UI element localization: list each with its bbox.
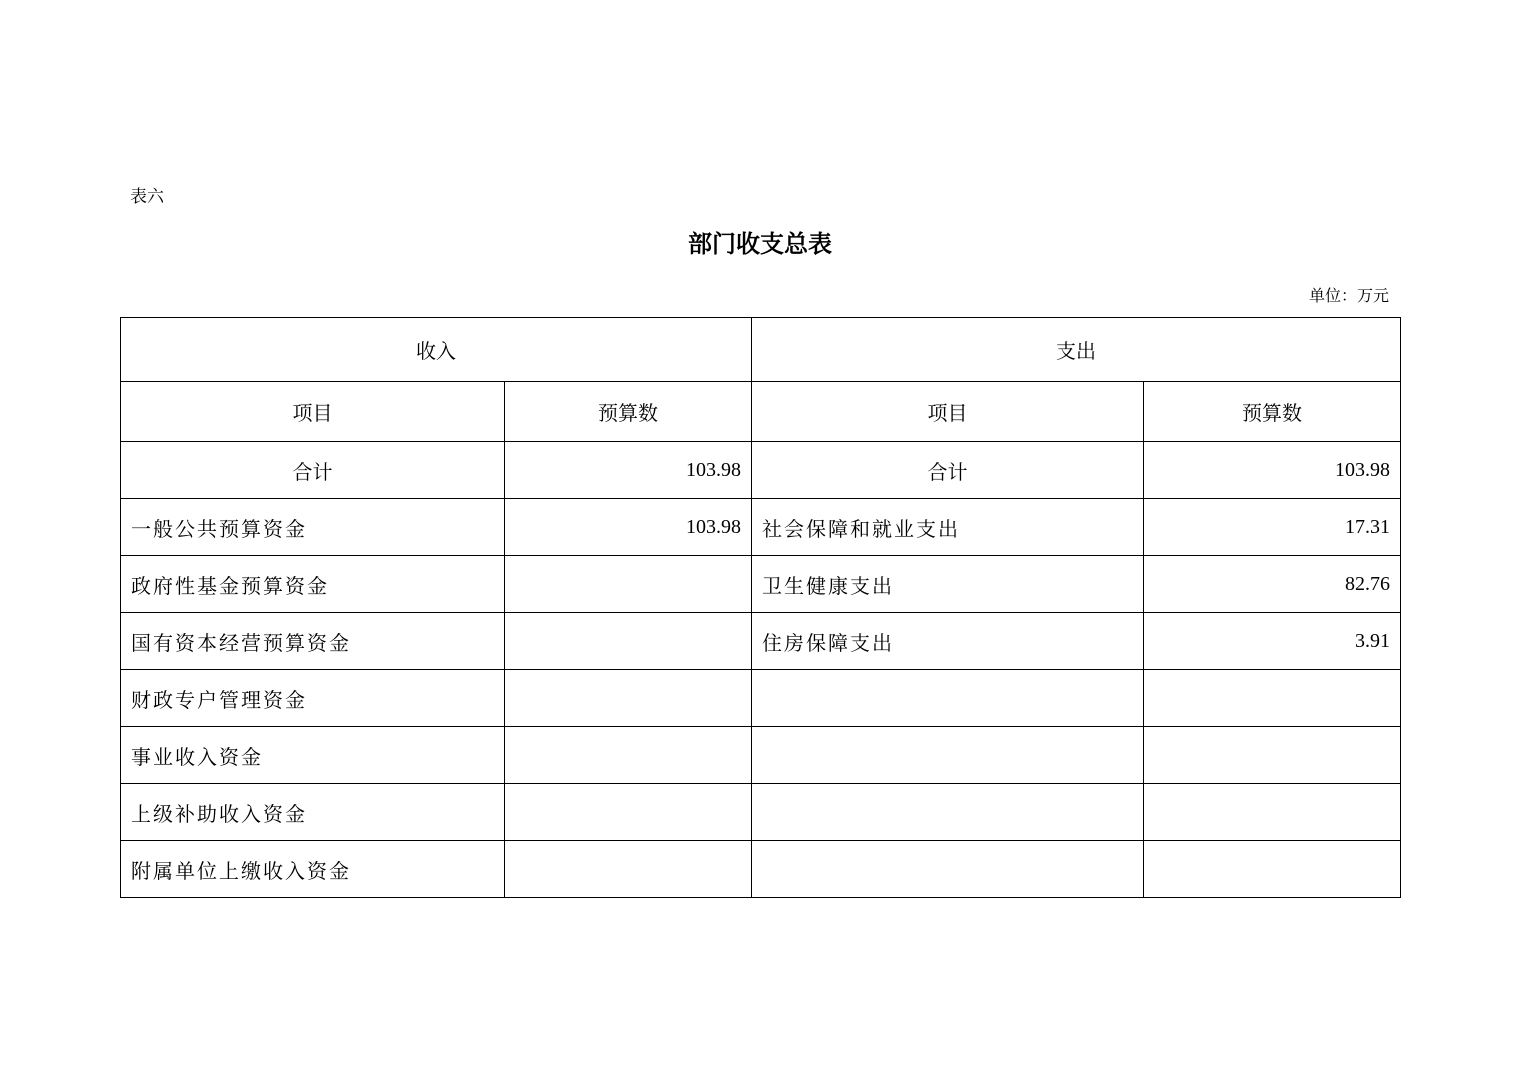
income-item-cell: 事业收入资金 xyxy=(121,727,505,784)
expense-total-label: 合计 xyxy=(752,442,1144,499)
expense-budget-cell xyxy=(1144,670,1401,727)
expense-budget-cell: 17.31 xyxy=(1144,499,1401,556)
column-header-row xyxy=(121,382,1401,442)
expense-budget-cell xyxy=(1144,784,1401,841)
expense-section-header: 支出 xyxy=(752,318,1401,382)
budget-summary-table xyxy=(120,317,1401,898)
table-row xyxy=(121,670,1401,727)
expense-item-cell: 社会保障和就业支出 xyxy=(752,499,1144,556)
income-item-cell: 政府性基金预算资金 xyxy=(121,556,505,613)
income-budget-cell xyxy=(505,784,752,841)
unit-label: 单位：万元 xyxy=(1308,286,1389,305)
table-row xyxy=(121,613,1401,670)
income-budget-column-header: 预算数 xyxy=(505,382,752,442)
income-section-header: 收入 xyxy=(121,318,752,382)
income-item-cell: 财政专户管理资金 xyxy=(121,670,505,727)
table-row xyxy=(121,784,1401,841)
expense-budget-cell xyxy=(1144,727,1401,784)
income-item-cell: 国有资本经营预算资金 xyxy=(121,613,505,670)
income-budget-cell xyxy=(505,556,752,613)
income-item-cell: 一般公共预算资金 xyxy=(121,499,505,556)
expense-item-cell xyxy=(752,784,1144,841)
table-row xyxy=(121,727,1401,784)
income-budget-cell xyxy=(505,670,752,727)
expense-item-cell: 卫生健康支出 xyxy=(752,556,1144,613)
section-header-row xyxy=(121,318,1401,382)
expense-item-column-header: 项目 xyxy=(752,382,1144,442)
expense-budget-cell xyxy=(1144,841,1401,898)
expense-item-cell xyxy=(752,841,1144,898)
income-budget-cell xyxy=(505,841,752,898)
income-total-value: 103.98 xyxy=(505,442,752,499)
table-row xyxy=(121,499,1401,556)
expense-budget-cell: 82.76 xyxy=(1144,556,1401,613)
expense-budget-column-header: 预算数 xyxy=(1144,382,1401,442)
expense-item-cell xyxy=(752,727,1144,784)
table-row xyxy=(121,556,1401,613)
income-item-cell: 上级补助收入资金 xyxy=(121,784,505,841)
table-row xyxy=(121,841,1401,898)
table-label: 表六 xyxy=(130,187,164,207)
expense-budget-cell: 3.91 xyxy=(1144,613,1401,670)
income-item-column-header: 项目 xyxy=(121,382,505,442)
total-row xyxy=(121,442,1401,499)
expense-item-cell: 住房保障支出 xyxy=(752,613,1144,670)
income-total-label: 合计 xyxy=(121,442,505,499)
income-budget-cell xyxy=(505,727,752,784)
income-budget-cell: 103.98 xyxy=(505,499,752,556)
income-item-cell: 附属单位上缴收入资金 xyxy=(121,841,505,898)
page-title: 部门收支总表 xyxy=(688,229,832,258)
income-budget-cell xyxy=(505,613,752,670)
expense-total-value: 103.98 xyxy=(1144,442,1401,499)
expense-item-cell xyxy=(752,670,1144,727)
